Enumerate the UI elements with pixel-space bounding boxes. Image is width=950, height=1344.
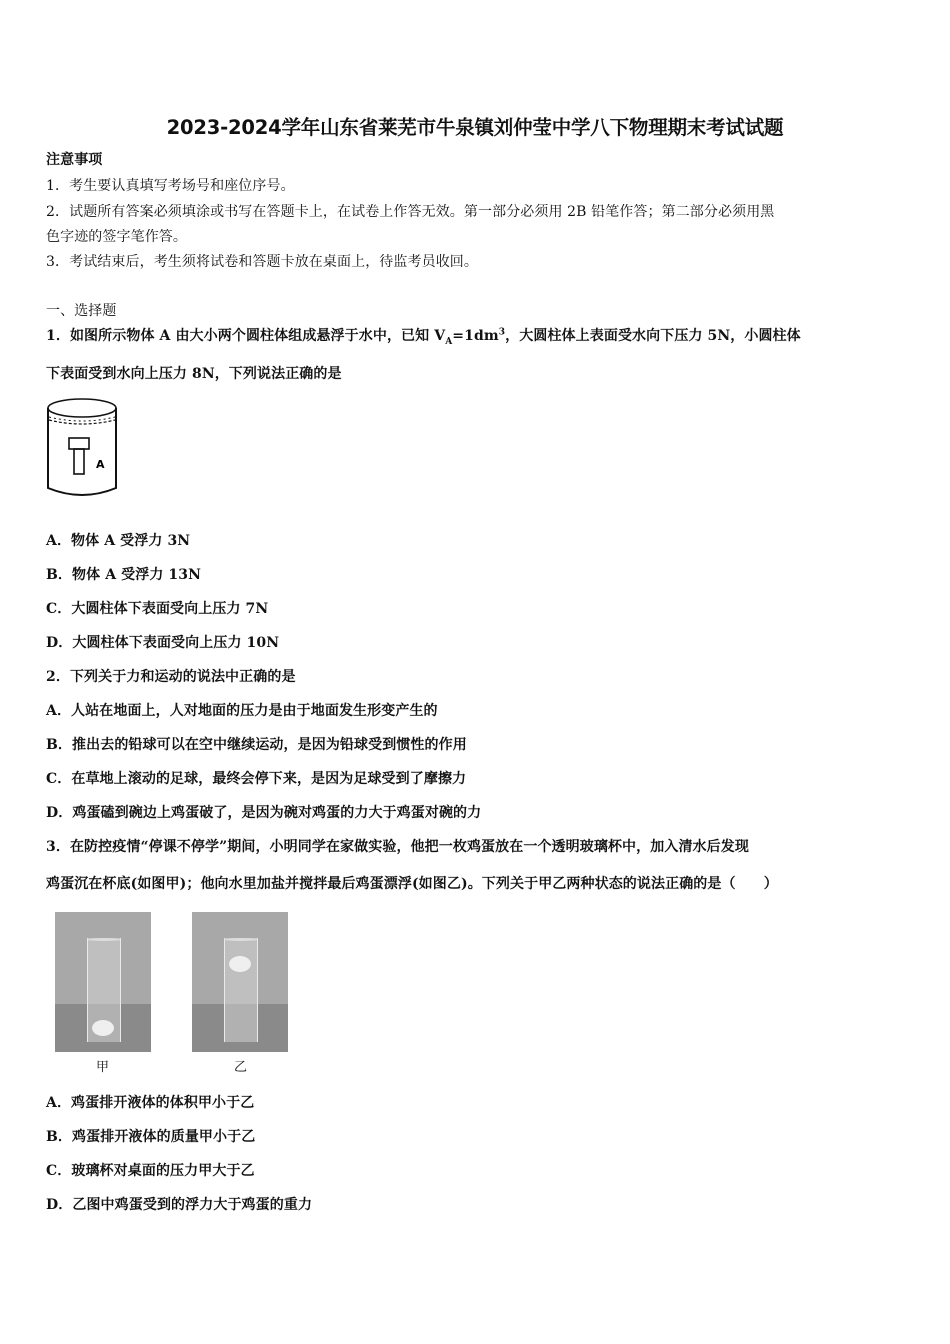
section-heading: 一、选择题 <box>46 303 117 319</box>
q2-option-a: A．人站在地面上，人对地面的压力是由于地面发生形变产生的 <box>46 703 438 719</box>
question-3-stem-line-2: 鸡蛋沉在杯底(如图甲)；他向水里加盐并搅拌最后鸡蛋漂浮(如图乙)。下列关于甲乙两种状态的说法正确的是（ ） <box>46 876 778 892</box>
q1-option-b: B．物体 A 受浮力 13N <box>46 567 201 583</box>
photo-egg-floating <box>192 912 288 1052</box>
notice-heading: 注意事项 <box>46 152 103 168</box>
q2-option-d: D．鸡蛋磕到碗边上鸡蛋破了，是因为碗对鸡蛋的力大于鸡蛋对碗的力 <box>46 805 482 821</box>
q1-option-a: A．物体 A 受浮力 3N <box>46 533 191 549</box>
notice-item-2-line-2: 色字迹的签字笔作答。 <box>46 229 187 245</box>
question-3-stem-line-1: 3．在防控疫情“停课不停学”期间，小明同学在家做实验，他把一枚鸡蛋放在一个透明玻璃杯中，加入清水后发现 <box>46 839 749 855</box>
notice-item-3: 3．考试结束后，考生须将试卷和答题卡放在桌面上，待监考员收回。 <box>46 254 479 270</box>
q1-superscript: 3 <box>498 327 506 338</box>
q1-subscript: A <box>445 336 453 347</box>
notice-item-1: 1．考生要认真填写考场号和座位序号。 <box>46 178 295 194</box>
q1-option-d: D．大圆柱体下表面受向上压力 10N <box>46 635 280 651</box>
question-1-stem-line-1 <box>46 326 801 346</box>
q2-option-c: C．在草地上滚动的足球，最终会停下来，是因为足球受到了摩擦力 <box>46 771 467 787</box>
q3-option-c: C．玻璃杯对桌面的压力甲大于乙 <box>46 1163 255 1179</box>
q1-text-b: =1dm <box>452 328 499 344</box>
cylinder-container-figure <box>44 394 120 502</box>
q3-option-d: D．乙图中鸡蛋受到的浮力大于鸡蛋的重力 <box>46 1197 313 1213</box>
q3-option-a: A．鸡蛋排开液体的体积甲小于乙 <box>46 1095 255 1111</box>
page-title: 2023-2024学年山东省莱芜市牛泉镇刘仲莹中学八下物理期末考试试题 <box>166 116 784 139</box>
notice-item-2-line-1: 2．试题所有答案必须填涂或书写在答题卡上，在试卷上作答无效。第一部分必须用 2B 铅笔作答；第二部分必须用黑 <box>46 204 775 220</box>
question-2-stem: 2．下列关于力和运动的说法中正确的是 <box>46 669 296 685</box>
object-a-label: A <box>96 458 105 471</box>
q1-text-c: ，大圆柱体上表面受水向下压力 5N，小圆柱体 <box>505 328 801 344</box>
caption-yi: 乙 <box>234 1060 248 1075</box>
photo-egg-sunk <box>55 912 151 1052</box>
caption-jia: 甲 <box>96 1060 110 1075</box>
q1-text-a: 1．如图所示物体 A 由大小两个圆柱体组成悬浮于水中，已知 V <box>46 328 446 344</box>
q3-option-b: B．鸡蛋排开液体的质量甲小于乙 <box>46 1129 256 1145</box>
question-1-stem-line-2: 下表面受到水向上压力 8N，下列说法正确的是 <box>46 366 342 382</box>
q2-option-b: B．推出去的铅球可以在空中继续运动，是因为铅球受到惯性的作用 <box>46 737 467 753</box>
q1-option-c: C．大圆柱体下表面受向上压力 7N <box>46 601 269 617</box>
